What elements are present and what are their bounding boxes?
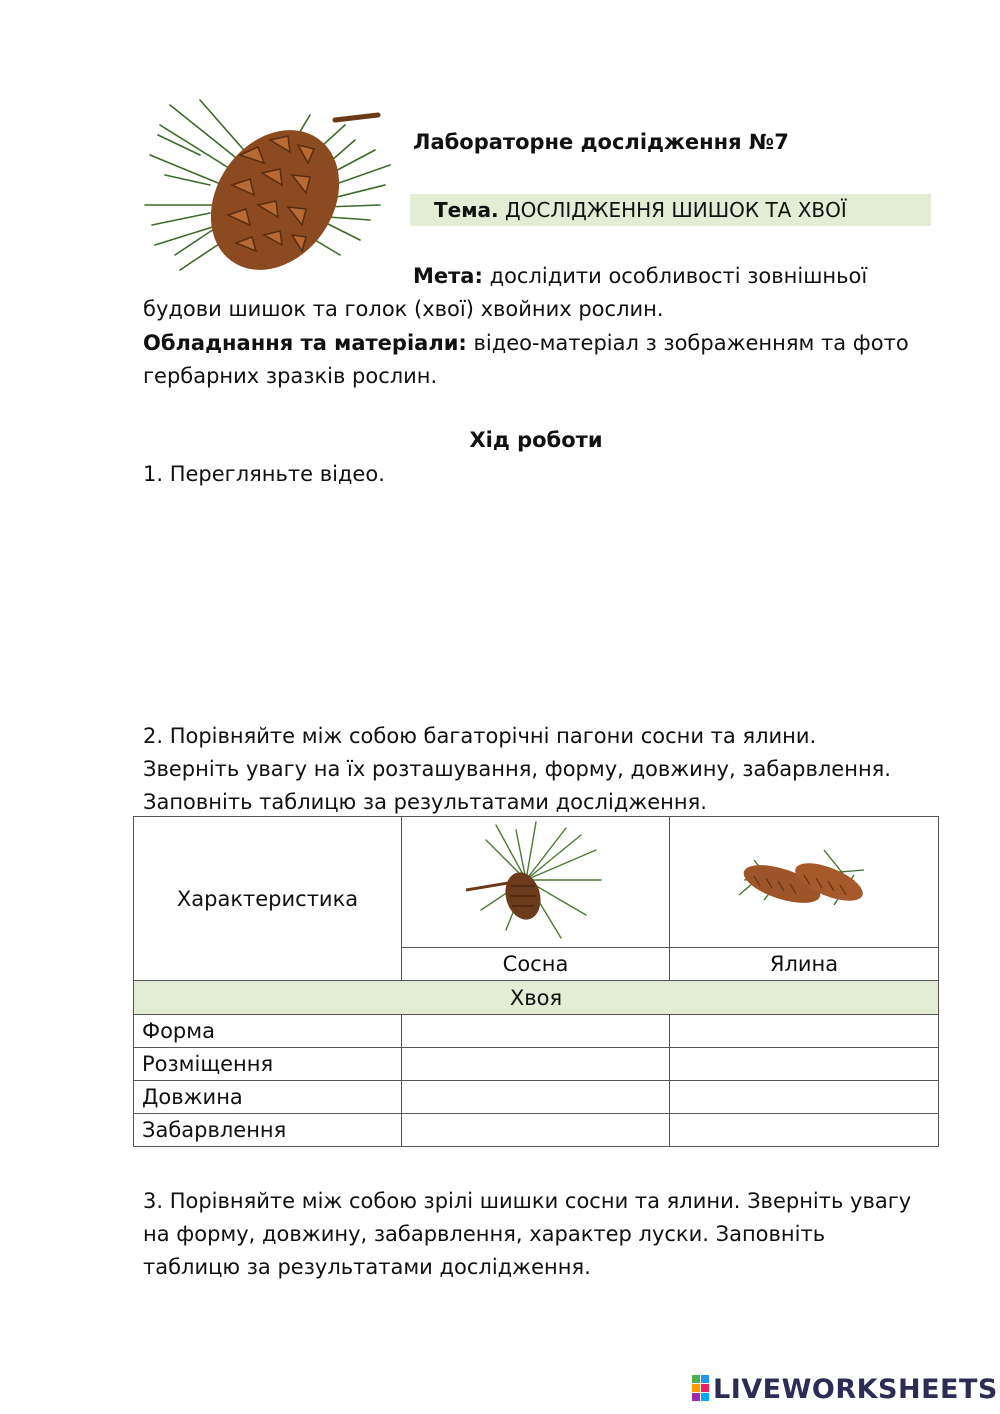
equipment-text-1: відео-матеріал з зображенням та фото bbox=[466, 331, 909, 355]
answer-cell-spruce[interactable] bbox=[670, 1048, 939, 1081]
page-title: Лабораторне дослідження №7 bbox=[413, 130, 789, 154]
pine-cone-illustration bbox=[140, 95, 395, 280]
answer-cell-pine[interactable] bbox=[402, 1114, 670, 1147]
step-3-line2: на форму, довжину, забарвлення, характер луски. Заповніть bbox=[143, 1222, 826, 1246]
spruce-cones-image bbox=[734, 840, 874, 920]
column-pine: Сосна bbox=[402, 948, 670, 981]
column-spruce: Ялина bbox=[670, 948, 939, 981]
topic-text: ДОСЛІДЖЕННЯ ШИШОК ТА ХВОЇ bbox=[498, 198, 847, 222]
needles-comparison-table bbox=[133, 816, 939, 1147]
answer-cell-spruce[interactable] bbox=[670, 1114, 939, 1147]
pine-image-cell bbox=[402, 817, 670, 948]
goal-text-1: дослідити особливості зовнішньої bbox=[482, 264, 868, 288]
goal-line2: будови шишок та голок (хвої) хвойних рослин. bbox=[143, 297, 664, 321]
goal-label: Мета: bbox=[413, 264, 483, 288]
table-row bbox=[134, 1081, 939, 1114]
row-label: Розміщення bbox=[134, 1048, 402, 1081]
row-label: Форма bbox=[134, 1015, 402, 1048]
section-needles: Хвоя bbox=[134, 981, 939, 1015]
spruce-image-cell bbox=[670, 817, 939, 948]
answer-cell-pine[interactable] bbox=[402, 1048, 670, 1081]
equipment-line1 bbox=[143, 327, 943, 360]
row-label: Забарвлення bbox=[134, 1114, 402, 1147]
answer-cell-pine[interactable] bbox=[402, 1081, 670, 1114]
equipment-label: Обладнання та матеріали: bbox=[143, 331, 467, 355]
liveworksheets-mark-icon bbox=[692, 1375, 710, 1401]
topic-label: Тема. bbox=[434, 198, 499, 222]
step-2-line3: Заповніть таблицю за результатами дослідження. bbox=[143, 790, 707, 814]
topic-banner bbox=[410, 194, 931, 226]
answer-cell-spruce[interactable] bbox=[670, 1015, 939, 1048]
step-3-line1: 3. Порівняйте між собою зрілі шишки сосни та ялини. Зверніть увагу bbox=[143, 1189, 912, 1213]
table-row bbox=[134, 1015, 939, 1048]
answer-cell-pine[interactable] bbox=[402, 1015, 670, 1048]
liveworksheets-logo[interactable] bbox=[692, 1374, 998, 1405]
row-label: Довжина bbox=[134, 1081, 402, 1114]
procedure-heading: Хід роботи bbox=[469, 428, 603, 452]
equipment-line2: гербарних зразків рослин. bbox=[143, 364, 438, 388]
brand-text: LIVEWORKSHEETS bbox=[713, 1374, 998, 1405]
answer-cell-spruce[interactable] bbox=[670, 1081, 939, 1114]
step-2-line2: Зверніть увагу на їх розташування, форму, довжину, забарвлення. bbox=[143, 757, 891, 781]
goal-line1 bbox=[413, 260, 867, 293]
pine-branch-image bbox=[466, 820, 606, 940]
table-row bbox=[134, 1114, 939, 1147]
characteristic-header: Характеристика bbox=[134, 817, 402, 981]
step-2-line1: 2. Порівняйте між собою багаторічні пагони сосни та ялини. bbox=[143, 724, 817, 748]
step-3-line3: таблицю за результатами дослідження. bbox=[143, 1255, 591, 1279]
table-row bbox=[134, 1048, 939, 1081]
step-1: 1. Перегляньте відео. bbox=[143, 462, 385, 486]
